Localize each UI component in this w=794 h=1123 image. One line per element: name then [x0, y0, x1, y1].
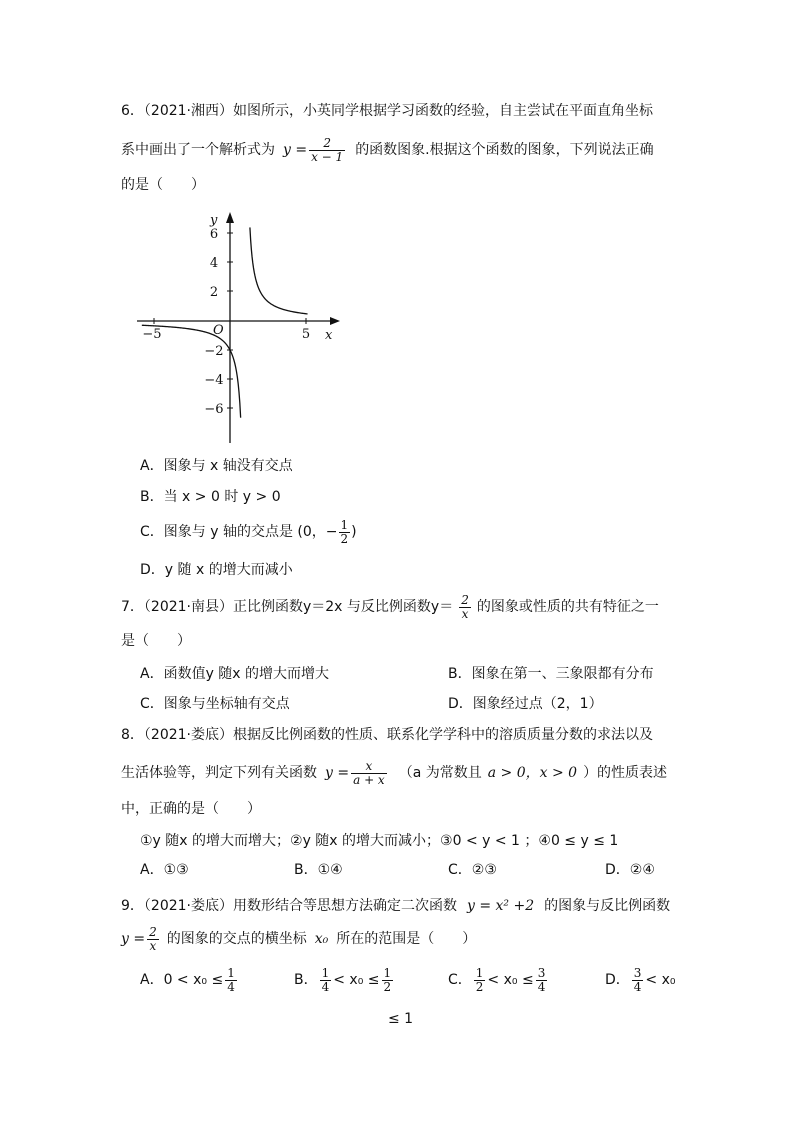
- q9-option-b-fraction-2: [382, 967, 394, 994]
- q6-option-a: A．图象与 x 轴没有交点: [140, 458, 293, 474]
- q9-line1-text-a: 9．（2021·娄底）用数形结合等思想方法确定二次函数: [121, 898, 457, 914]
- q6-option-b: B．当 x > 0 时 y > 0: [140, 489, 281, 505]
- q9-option-c-num1: 1: [475, 965, 484, 980]
- y-tick-label-neg2: −2: [204, 344, 224, 359]
- q7-option-d: D．图象经过点（2，1）: [448, 696, 603, 712]
- q8-line2: [121, 758, 667, 788]
- q7-fraction: [459, 594, 471, 621]
- q8-line2-text-b: （a 为常数且: [398, 765, 482, 781]
- q9-line1-text-b: 的图象与反比例函数: [544, 898, 671, 914]
- q6-formula-y: y =: [283, 142, 308, 158]
- q9-option-c-fraction-2: [536, 967, 548, 994]
- q9-option-c-den1: 2: [475, 979, 484, 994]
- q6-line1: 6．（2021·湘西）如图所示，小英同学根据学习函数的经验，自主尝试在平面直角坐标: [121, 103, 653, 119]
- q6-option-c-num: 1: [340, 517, 349, 532]
- q9-option-b-fraction-1: [320, 967, 332, 994]
- q8-option-b: B．①④: [294, 862, 343, 878]
- q9-option-c-middle: < x₀ ≤: [487, 972, 534, 988]
- q9-option-b-den1: 4: [321, 979, 330, 994]
- q7-line1-text-a: 7．（2021·南县）正比例函数y＝2x 与反比例函数y＝: [121, 599, 454, 615]
- q6-line3: 的是（ ）: [121, 177, 205, 193]
- q6-function-graph: [130, 205, 345, 450]
- q9-line1: [121, 896, 670, 916]
- q7-option-a: A．函数值y 随x 的增大而增大: [140, 666, 330, 682]
- q7-option-b: B．图象在第一、三象限都有分布: [448, 666, 654, 682]
- q6-option-c-den: 2: [340, 531, 349, 546]
- y-axis-arrow: [226, 212, 234, 223]
- x-tick-label-neg5: −5: [142, 327, 162, 342]
- x-tick-label-5: 5: [301, 327, 311, 342]
- q7-frac-den: x: [461, 606, 469, 621]
- q6-option-c-close: ): [351, 524, 357, 540]
- q8-condition: a > 0，x > 0: [487, 765, 578, 781]
- q9-frac-num: 2: [149, 924, 157, 939]
- q9-option-c-num2: 3: [537, 965, 546, 980]
- origin-label: O: [213, 323, 224, 338]
- q8-line2-text-a: 生活体验等，判定下列有关函数: [121, 765, 317, 781]
- q6-frac-num: 2: [309, 137, 345, 151]
- q9-frac-den: x: [149, 938, 157, 953]
- q6-option-d: D．y 随 x 的增大而减小: [140, 562, 293, 578]
- q9-option-b-num1: 1: [321, 965, 330, 980]
- q8-formula-y: y =: [325, 765, 350, 781]
- q6-line2-text-a: 系中画出了一个解析式为: [121, 142, 275, 158]
- q9-option-d-tail: ≤ 1: [388, 1011, 414, 1027]
- x-axis-arrow: [330, 317, 340, 325]
- q9-x0: x₀: [314, 931, 329, 947]
- q8-option-a: A．①③: [140, 862, 189, 878]
- q9-option-d-num: 3: [633, 965, 642, 980]
- q9-option-d-fraction: [632, 967, 644, 994]
- q8-fraction: [351, 760, 387, 787]
- q6-option-c: [140, 518, 357, 546]
- q8-option-c: C．②③: [448, 862, 497, 878]
- y-axis-label: y: [210, 213, 218, 228]
- q9-line2-text-b: 所在的范围是（ ）: [336, 931, 477, 947]
- q8-line3: 中，正确的是（ ）: [121, 801, 261, 817]
- q6-option-c-text: C．图象与 y 轴的交点是 (0，−: [140, 524, 338, 540]
- y-tick-label-neg4: −4: [204, 373, 224, 388]
- q7-line1: [121, 592, 659, 622]
- q9-option-c: [448, 965, 549, 995]
- q9-option-c-fraction-1: [474, 967, 486, 994]
- q9-option-b-num2: 1: [383, 965, 392, 980]
- q7-option-c: C．图象与坐标轴有交点: [140, 696, 290, 712]
- q9-option-a-fraction: [225, 967, 237, 994]
- q9-line2: [121, 924, 476, 954]
- q9-option-c-den2: 4: [537, 979, 546, 994]
- q9-option-b: [294, 965, 395, 995]
- y-tick-label-4: 4: [209, 256, 219, 271]
- y-tick-label-2: 2: [209, 285, 219, 300]
- q6-line2-text-b: 的函数图象.根据这个函数的图象，下列说法正确: [355, 142, 654, 158]
- q8-frac-den: a + x: [353, 772, 385, 787]
- q6-fraction: [309, 137, 345, 164]
- q8-line2-text-c: ）的性质表述: [583, 765, 668, 781]
- q6-frac-den: x − 1: [311, 149, 344, 164]
- q6-line2: [121, 136, 654, 164]
- q9-option-d-prefix: D．: [605, 972, 630, 988]
- q7-line2: 是（ ）: [121, 633, 191, 649]
- q9-option-d-den: 4: [633, 979, 642, 994]
- q8-statements: ①y 随x 的增大而增大；②y 随x 的增大而减小；③0 < y < 1 ；④0 ≤ y ≤ 1: [140, 833, 619, 849]
- q8-frac-num: x: [351, 760, 387, 774]
- x-axis-label: x: [325, 328, 333, 343]
- q9-option-c-prefix: C．: [448, 972, 472, 988]
- q6-option-c-fraction: [339, 519, 351, 546]
- q9-option-b-prefix: B．: [294, 972, 318, 988]
- q7-frac-num: 2: [461, 592, 469, 607]
- y-tick-label-6: 6: [209, 227, 219, 242]
- q9-line2-text: 的图象的交点的横坐标: [166, 931, 307, 947]
- q9-option-b-middle: < x₀ ≤: [333, 972, 380, 988]
- curve-branch-right: [250, 227, 308, 313]
- q9-option-d-middle: < x₀: [645, 972, 676, 988]
- q9-option-b-den2: 2: [383, 979, 392, 994]
- y-tick-label-neg6: −6: [204, 402, 224, 417]
- q8-line1: 8．（2021·娄底）根据反比例函数的性质、联系化学学科中的溶质质量分数的求法以及: [121, 727, 653, 743]
- q9-option-a-text: A．0 < x₀ ≤: [140, 972, 224, 988]
- q9-option-a: [140, 965, 239, 995]
- q9-option-a-den: 4: [227, 979, 235, 994]
- q9-fraction: [147, 926, 159, 953]
- q9-option-a-num: 1: [227, 965, 235, 980]
- q9-quadratic: y = x² +2: [467, 898, 535, 914]
- q8-option-d: D．②④: [605, 862, 655, 878]
- q7-line1-text-b: 的图象或性质的共有特征之一: [476, 599, 659, 615]
- q9-option-d: [605, 965, 676, 995]
- q9-formula-y: y =: [121, 931, 146, 947]
